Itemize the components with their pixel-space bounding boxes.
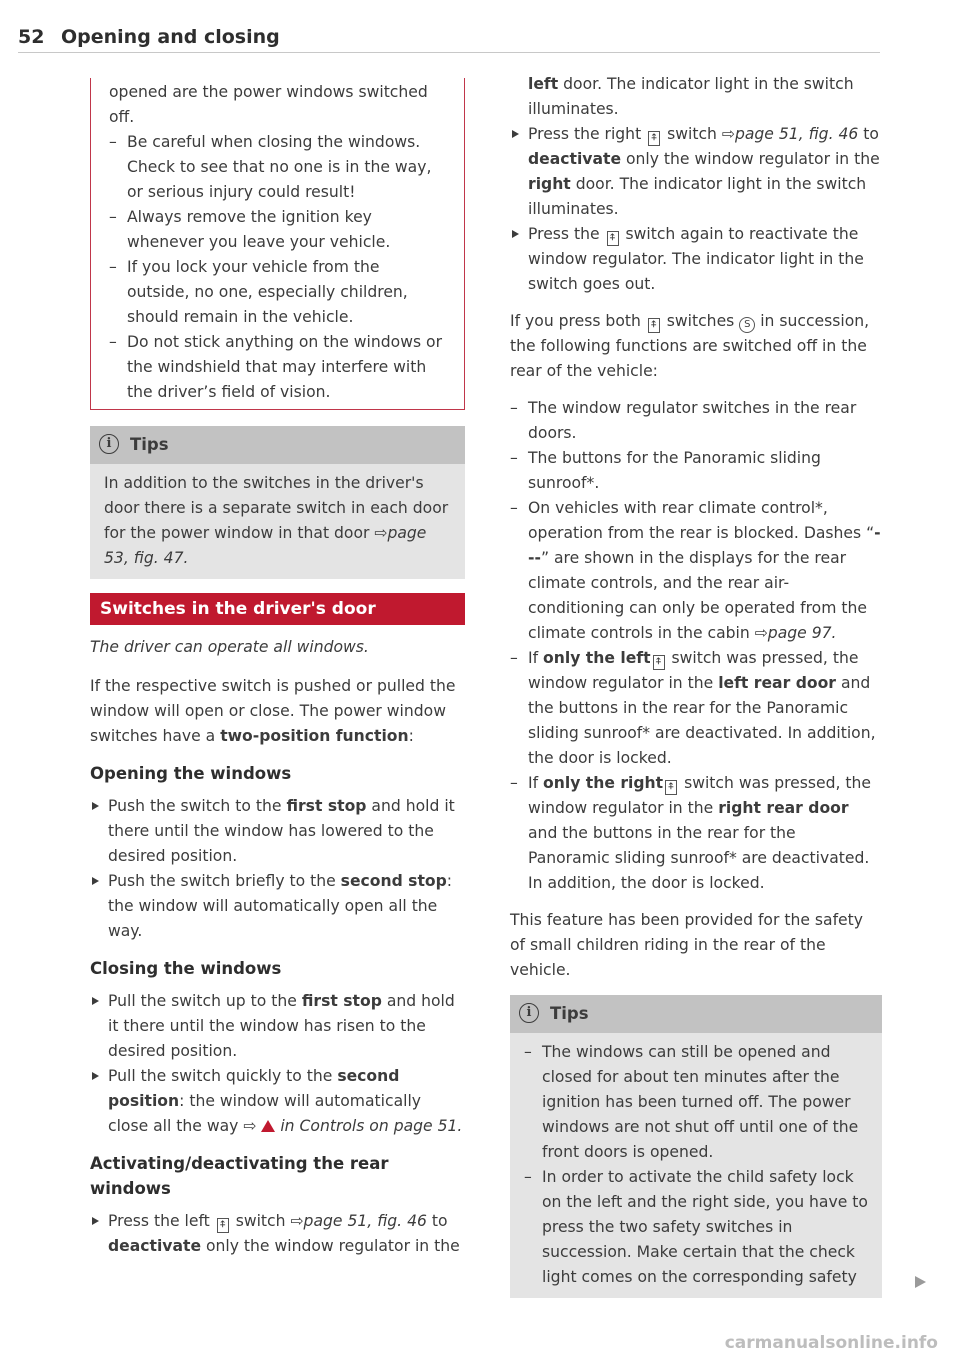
tips-body [510,1033,882,1298]
ref-arrow-icon: ⇨ [290,1212,304,1230]
bold-text: right rear door [718,799,849,817]
list-item: – The window regulator switches in the rear doors. [510,396,882,446]
text: If you press both [510,312,646,330]
text: door. The indicator light in the switch illuminates. [528,75,854,118]
window-lock-switch-icon: ⍏ [665,780,677,795]
safety-paragraph: This feature has been provided for the safety of small children riding in the rear of the vehicle. [510,911,863,979]
info-paragraph [510,309,882,384]
text: : [408,727,414,745]
warning-item: – If you lock your vehicle from the outside, no one, especially children, should remain in the vehicle. [109,255,446,330]
chapter-title: Opening and closing [61,26,280,48]
bold-text: two-position function [220,727,409,745]
text: On vehicles with rear climate control*, operation from the rear is blocked. Dashes “ [528,499,875,542]
text: Push the switch to the [108,797,287,815]
left-column [90,78,465,1259]
bold-text: left rear door [718,674,836,692]
text: Push the switch briefly to the [108,872,341,890]
tips-item: – In order to activate the child safety lock on the left and the right side, you have to press the two safety switches in succession. Make certain that the check light comes on the corresponding safety [524,1165,868,1290]
text: and hold it there until the window has lowered to the desired position. [108,797,455,865]
ref-arrow-icon: ⇨ [243,1117,257,1135]
page-reference-link[interactable]: in Controls on page 51. [275,1117,463,1135]
step-item [90,1209,465,1259]
step-item [90,989,465,1064]
right-column [510,72,882,1298]
tips-item: – The windows can still be opened and closed for about ten minutes after the ignition has been turned off. The power windows are not shut off until one of the front doors is opened. [524,1040,868,1165]
text: : the window will automatically close all the way [108,1092,422,1135]
bold-text: deactivate [528,150,622,168]
closing-heading: Closing the windows [90,959,282,978]
warning-item: – Do not stick anything on the windows or the windshield that may interfere with the driver’s field of vision. [109,330,446,405]
page-reference-link[interactable]: page 51, fig. 46 [303,1212,427,1230]
text: switch was pressed, the window regulator in the [528,649,859,692]
tips-body [90,464,465,579]
text: and the buttons in the rear for the Panoramic sliding sunroof* are deactivated. In addition, the door is locked. [528,824,870,892]
step-item [90,869,465,944]
window-lock-switch-icon: ⍏ [607,231,619,246]
bold-text: only the left [543,649,651,667]
text: ” are shown in the displays for the rear climate controls, and the rear air-conditioning can only be operated from the climate controls in the cabin [528,549,867,642]
window-lock-switch-icon: ⍏ [648,318,660,333]
text: to [426,1212,448,1230]
tips-header [90,426,465,464]
text: and hold it there until the window has risen to the desired position. [108,992,455,1060]
bold-text: first stop [301,992,382,1010]
text: switch again to reactivate the window regulator. The indicator light in the switch goes out. [528,225,864,293]
page-reference-link[interactable]: page 51, fig. 46 [734,125,859,143]
bold-text: second position [108,1067,400,1110]
window-lock-switch-icon: ⍏ [653,655,665,670]
watermark: carmanualsonline.info [724,1333,938,1353]
warning-item: – Always remove the ignition key whenever you leave your vehicle. [109,205,446,255]
bold-text: right [528,175,571,193]
text: switch [662,125,722,143]
text: in succession, the following functions are switched off in the rear of the vehicle: [510,312,870,380]
info-icon: i [99,434,119,454]
tips-box [510,995,882,1298]
intro-paragraph [90,674,465,749]
page-reference-link[interactable]: page 97. [767,624,837,642]
tips-title: Tips [130,435,169,454]
tips-title: Tips [550,1004,589,1023]
text: only the window regulator in the [201,1237,460,1255]
text: : the window will automatically open all the way. [108,872,453,940]
ref-arrow-icon: ⇨ [721,125,735,143]
step-item [510,222,882,297]
text: and the buttons in the rear for the Panoramic sliding sunroof* are deactivated. In addition, the door is locked. [528,674,876,767]
text: If [528,649,544,667]
text: If [528,774,544,792]
rear-windows-heading: Activating/deactivating the rear windows [90,1154,389,1198]
bold-text: only the right [543,774,664,792]
tips-header [510,995,882,1033]
text: switches [661,312,740,330]
info-icon: i [519,1003,539,1023]
window-lock-switch-icon: ⍏ [648,131,660,146]
page-header [18,22,880,53]
text: door. The indicator light in the switch illuminates. [528,175,867,218]
text: only the window regulator in the [621,150,880,168]
ref-arrow-icon: ⇨ [754,624,768,642]
warning-intro: opened are the power windows switched off. [109,83,428,126]
bold-text: first stop [286,797,367,815]
list-item [510,771,882,896]
warning-triangle-icon [261,1120,275,1132]
bold-text: left [528,75,559,93]
text: Press the right [528,125,647,143]
step-item [90,794,465,869]
opening-heading: Opening the windows [90,764,292,783]
page-number: 52 [18,26,45,48]
bold-text: deactivate [108,1237,202,1255]
text: switch was pressed, the window regulator in the [528,774,872,817]
step-item [510,122,882,222]
bold-text: second stop [340,872,447,890]
warning-box [90,78,465,410]
tips-text: In addition to the switches in the driver's door there is a separate switch in each door for the power window in that door [104,474,449,542]
continued-step [510,72,882,122]
page-reference-link[interactable]: page 53, fig. 47. [104,524,427,567]
text: Pull the switch quickly to the [108,1067,338,1085]
text: Press the left [108,1212,215,1230]
text: to [858,125,879,143]
list-item [510,646,882,771]
text: If the respective switch is pushed or pulled the window will open or close. The power window switches have a [90,677,456,745]
section-title: Switches in the driver's door [90,593,465,625]
ref-arrow-icon: ⇨ [374,524,388,542]
list-item [510,496,882,646]
callout-s-icon: S [739,317,755,333]
list-item: – The buttons for the Panoramic sliding sunroof*. [510,446,882,496]
continue-arrow-icon [915,1276,926,1288]
bold-text: --- [528,524,881,567]
text: switch [230,1212,291,1230]
text: Press the [528,225,605,243]
tips-box [90,426,465,579]
step-item [90,1064,465,1139]
warning-item: – Be careful when closing the windows. Check to see that no one is in the way, or serious injury could result! [109,130,446,205]
window-lock-switch-icon: ⍏ [217,1218,229,1233]
text: Pull the switch up to the [108,992,302,1010]
section-subtitle: The driver can operate all windows. [90,638,369,656]
